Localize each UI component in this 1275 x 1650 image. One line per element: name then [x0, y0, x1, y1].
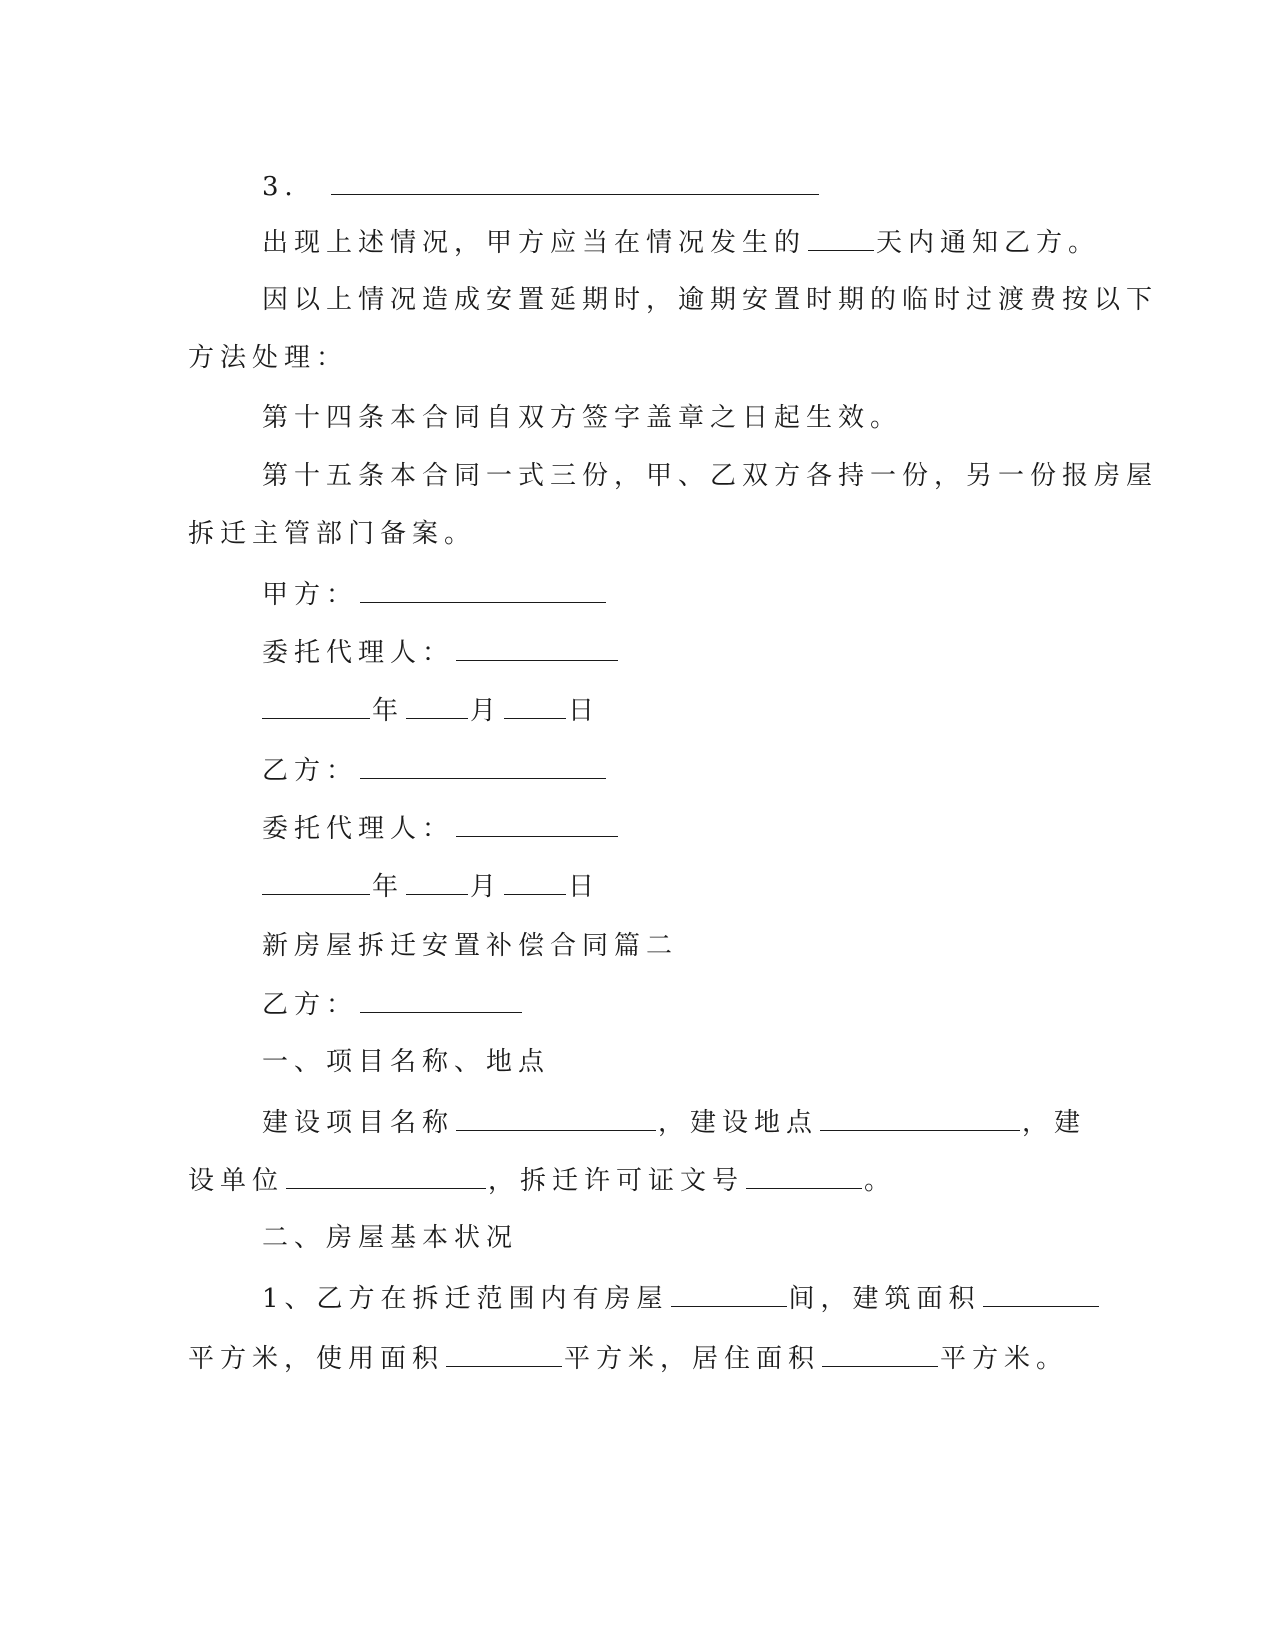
- house-rooms-label: 1、乙方在拆迁范围内有房屋: [262, 1284, 669, 1314]
- party-b2-line: [262, 988, 524, 1021]
- house-live-area-label: 平方米，居住面积: [564, 1344, 821, 1374]
- delay-line-2: [188, 342, 348, 374]
- party-b-label: 乙方：: [262, 756, 359, 786]
- party-b-day-blank: [504, 870, 566, 895]
- party-a-agent-blank: [456, 636, 618, 661]
- party-a-month-label: 月: [470, 696, 503, 726]
- house-use-area-blank: [446, 1342, 562, 1367]
- heading-1: 一、项目名称、地点: [262, 1047, 551, 1077]
- party-a-month-blank: [406, 694, 468, 719]
- notify-days-blank: [808, 226, 874, 251]
- party-a-day-label: 日: [568, 696, 601, 726]
- party-a-year-blank: [262, 694, 370, 719]
- house-build-area-label: 间，建筑面积: [788, 1284, 981, 1314]
- party-b-month-label: 月: [470, 872, 503, 902]
- party-a-year-label: 年: [372, 696, 405, 726]
- party-b-agent-label: 委托代理人：: [262, 814, 455, 844]
- heading-1-line: [262, 1046, 550, 1078]
- party-a-agent-line: [262, 636, 620, 669]
- notify-line: [262, 226, 1100, 259]
- project-location-blank: [820, 1106, 1020, 1131]
- item-3-blank: [331, 170, 819, 195]
- heading-2-line: [262, 1222, 518, 1254]
- notify-text-post: 天内通知乙方。: [876, 228, 1101, 258]
- notify-text-pre: 出现上述情况，甲方应当在情况发生的: [262, 228, 807, 258]
- house-build-area-blank: [983, 1282, 1099, 1307]
- house-use-area-label: 平方米，使用面积: [188, 1344, 445, 1374]
- project-line-1: [262, 1106, 1086, 1139]
- party-b-agent-blank: [456, 812, 618, 837]
- party-b-day-label: 日: [568, 872, 601, 902]
- delay-line-1: [262, 284, 1158, 316]
- house-end: 平方米。: [940, 1344, 1069, 1374]
- party-a-blank: [360, 578, 606, 603]
- project-location-label: ，建设地点: [658, 1108, 819, 1138]
- project-end: 。: [864, 1166, 897, 1196]
- article-14-text: 第十四条本合同自双方签字盖章之日起生效。: [262, 403, 903, 433]
- party-a-date-line: [262, 694, 600, 727]
- party-b-blank: [360, 754, 606, 779]
- article-15-text-1: 第十五条本合同一式三份，甲、乙双方各持一份，另一份报房屋: [262, 461, 1159, 491]
- house-line-1: [262, 1282, 1101, 1315]
- project-unit-label: 设单位: [188, 1166, 285, 1196]
- party-b2-label: 乙方：: [262, 990, 359, 1020]
- party-b-agent-line: [262, 812, 620, 845]
- party-b-year-blank: [262, 870, 370, 895]
- item-3-line: [262, 170, 821, 203]
- project-permit-label: ，拆迁许可证文号: [488, 1166, 745, 1196]
- article-15-line-2: [188, 518, 476, 550]
- project-sep-2: ，建: [1022, 1108, 1087, 1138]
- house-rooms-blank: [671, 1282, 787, 1307]
- party-b-month-blank: [406, 870, 468, 895]
- house-line-2: [188, 1342, 1068, 1375]
- party-a-agent-label: 委托代理人：: [262, 638, 455, 668]
- item-3-number: 3．: [262, 172, 317, 202]
- heading-2: 二、房屋基本状况: [262, 1223, 519, 1253]
- party-a-label: 甲方：: [262, 580, 359, 610]
- project-name-blank: [456, 1106, 656, 1131]
- party-a-day-blank: [504, 694, 566, 719]
- section-title-line: [262, 930, 678, 962]
- section-title: 新房屋拆迁安置补偿合同篇二: [262, 931, 679, 961]
- article-15-text-2: 拆迁主管部门备案。: [188, 519, 477, 549]
- party-a-line: [262, 578, 608, 611]
- article-15-line-1: [262, 460, 1158, 492]
- project-permit-blank: [746, 1164, 862, 1189]
- party-b-date-line: [262, 870, 600, 903]
- party-b-line: [262, 754, 608, 787]
- house-live-area-blank: [822, 1342, 938, 1367]
- delay-text-1: 因以上情况造成安置延期时，逾期安置时期的临时过渡费按以下: [262, 285, 1159, 315]
- delay-text-2: 方法处理：: [188, 343, 349, 373]
- party-b2-blank: [360, 988, 522, 1013]
- project-name-label: 建设项目名称: [262, 1108, 455, 1138]
- party-b-year-label: 年: [372, 872, 405, 902]
- article-14: [262, 402, 902, 434]
- project-unit-blank: [286, 1164, 486, 1189]
- project-line-2: [188, 1164, 896, 1197]
